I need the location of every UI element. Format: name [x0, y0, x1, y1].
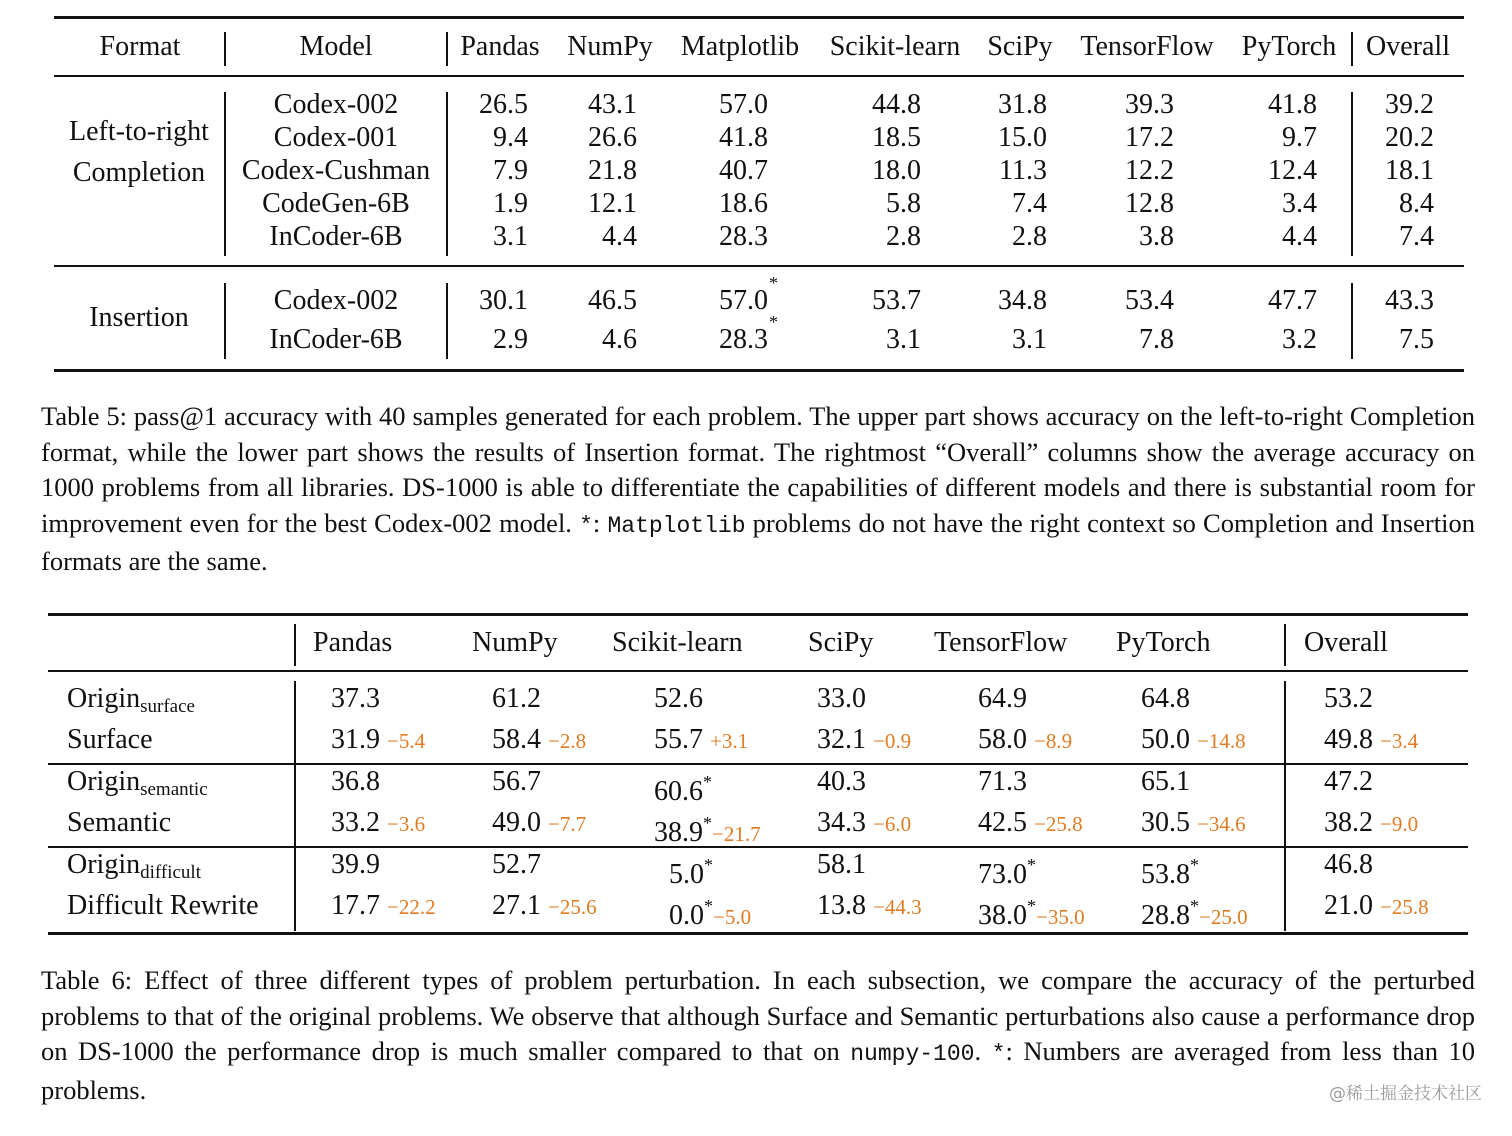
cell-number: 47.2 — [1324, 766, 1373, 797]
col-header-format: Format — [99, 31, 181, 62]
cell-value: 30.1 — [479, 285, 528, 316]
cell-value: 28.3 — [719, 221, 768, 252]
table6-vline — [294, 681, 296, 931]
col-header-matplotlib: Matplotlib — [680, 31, 800, 62]
cell-number: 64.9 — [978, 683, 1027, 714]
caption-code: Matplotlib — [607, 512, 746, 539]
cell-value: 3.8 — [1139, 221, 1174, 252]
cell-number: 64.8 — [1141, 683, 1190, 714]
table6-top-rule — [48, 613, 1468, 616]
cell-number: 37.3 — [331, 683, 380, 714]
cell-value — [1141, 766, 1190, 798]
table6-vline — [1284, 681, 1286, 931]
group-label-completion: Completion — [72, 157, 206, 188]
col-header-overall: Overall — [1366, 31, 1450, 62]
cell-value — [1141, 890, 1248, 933]
cell-value — [492, 724, 586, 757]
cell-value: 5.8 — [886, 188, 921, 219]
delta-value: −5.0 — [713, 905, 752, 929]
caption-code: * — [991, 1041, 1006, 1067]
overall-value: 8.4 — [1399, 188, 1434, 219]
col-header-overall: Overall — [1304, 627, 1388, 658]
cell-number: 65.1 — [1141, 766, 1190, 797]
cell-value: 28.3 — [719, 324, 768, 355]
cell-value: 1.9 — [493, 188, 528, 219]
cell-value — [978, 849, 1036, 891]
cell-value: 43.1 — [588, 89, 637, 120]
col-header-tensorflow: TensorFlow — [934, 627, 1068, 658]
delta-value: −25.8 — [1034, 812, 1083, 836]
cell-number: 34.3 — [817, 807, 866, 838]
cell-value — [1324, 807, 1418, 840]
delta-value: −44.3 — [873, 895, 922, 919]
row-label-text: Difficult Rewrite — [67, 890, 259, 921]
cell-value: 57.0 — [719, 285, 768, 316]
cell-value: 3.2 — [1282, 324, 1317, 355]
cell-value: 9.7 — [1282, 122, 1317, 153]
table5-top-rule — [54, 16, 1464, 19]
cell-number: 38.9 — [654, 817, 703, 848]
table5-vline — [446, 32, 448, 66]
row-label-subscript: difficult — [140, 862, 201, 883]
cell-value: 39.3 — [1125, 89, 1174, 120]
cell-value: 11.3 — [999, 155, 1047, 186]
delta-value: −2.8 — [548, 729, 587, 753]
delta-value: −3.4 — [1380, 729, 1419, 753]
row-label-subscript: surface — [140, 696, 195, 717]
cell-value: 12.4 — [1268, 155, 1317, 186]
col-header-numpy: NumPy — [567, 31, 653, 62]
cell-value: 3.1 — [886, 324, 921, 355]
table6-group-rule — [48, 763, 1468, 765]
cell-value — [331, 766, 380, 798]
caption-code: numpy-100 — [850, 1041, 975, 1067]
delta-value: −5.4 — [387, 729, 426, 753]
watermark: @稀土掘金技术社区 — [1329, 1084, 1482, 1104]
cell-value — [1324, 683, 1373, 715]
table5-vline — [224, 92, 226, 256]
row-label — [67, 890, 259, 922]
caption-text: Table 5: pass@1 accuracy with 40 samples generated for each problem. The upper part shows accuracy on the left-to-right Completion format, while the lower part shows the results of Insertion format. The rightmost “Overall” columns show the average accuracy on 1000 problems from all libraries. DS-1000 is able to differentiate the capabilities of different models and there is substantial room for improvement even for the best Codex-002 model. — [41, 401, 1475, 538]
cell-value: 7.8 — [1139, 324, 1174, 355]
caption-text: : — [592, 507, 608, 538]
row-label — [67, 766, 208, 806]
cell-value — [331, 849, 380, 881]
cell-number: 17.7 — [331, 890, 380, 921]
cell-value — [331, 683, 380, 715]
cell-value: 53.4 — [1125, 285, 1174, 316]
cell-value — [978, 890, 1085, 933]
cell-value: 53.7 — [872, 285, 921, 316]
cell-value: 7.9 — [493, 155, 528, 186]
cell-value — [654, 683, 703, 715]
row-label-text: Surface — [67, 724, 153, 755]
delta-value: −8.9 — [1034, 729, 1073, 753]
delta-value: −21.7 — [712, 822, 761, 846]
col-header-pytorch: PyTorch — [1241, 31, 1337, 62]
footnote-star: * — [1190, 896, 1199, 916]
cell-value: 41.8 — [1268, 89, 1317, 120]
cell-value — [654, 724, 748, 757]
table6-bottom-rule — [48, 932, 1468, 935]
cell-number: 31.9 — [331, 724, 380, 755]
cell-value — [492, 890, 597, 923]
model-name: Codex-001 — [273, 122, 399, 153]
cell-number: 71.3 — [978, 766, 1027, 797]
cell-value — [978, 683, 1027, 715]
delta-value: −34.6 — [1197, 812, 1246, 836]
row-label-text: Origin — [67, 766, 141, 797]
cell-value — [817, 724, 911, 757]
cell-value — [331, 890, 436, 923]
cell-value: 47.7 — [1268, 285, 1317, 316]
cell-value — [1324, 849, 1373, 881]
cell-number: 33.0 — [817, 683, 866, 714]
cell-value: 17.2 — [1125, 122, 1174, 153]
model-name: Codex-002 — [273, 285, 399, 316]
cell-number: 61.2 — [492, 683, 541, 714]
cell-value — [669, 849, 713, 891]
model-name: InCoder-6B — [269, 221, 403, 252]
row-label-text: Origin — [67, 683, 141, 714]
cell-number: 38.2 — [1324, 807, 1373, 838]
table6-caption — [41, 963, 1475, 1108]
cell-value — [331, 724, 425, 757]
row-label — [67, 849, 201, 889]
cell-number: 46.8 — [1324, 849, 1373, 880]
table5-vline — [224, 283, 226, 359]
cell-value — [1324, 724, 1418, 757]
row-label — [67, 807, 171, 839]
delta-value: −3.6 — [387, 812, 426, 836]
row-label-text: Origin — [67, 849, 141, 880]
row-label — [67, 724, 153, 756]
delta-value: −14.8 — [1197, 729, 1246, 753]
cell-number: 52.7 — [492, 849, 541, 880]
delta-value: +3.1 — [710, 729, 749, 753]
cell-value: 4.4 — [1282, 221, 1317, 252]
cell-number: 36.8 — [331, 766, 380, 797]
cell-value: 12.2 — [1125, 155, 1174, 186]
cell-number: 53.2 — [1324, 683, 1373, 714]
table5-bottom-rule — [54, 369, 1464, 372]
overall-value: 7.5 — [1399, 324, 1434, 355]
cell-value — [817, 890, 922, 923]
col-header-model: Model — [299, 31, 373, 62]
cell-number: 58.0 — [978, 724, 1027, 755]
table6-vline — [294, 624, 296, 666]
caption-text: : Numbers are averaged from less than 10 problems. — [41, 1036, 1475, 1105]
cell-value: 34.8 — [998, 285, 1047, 316]
cell-value — [492, 766, 541, 798]
cell-value: 9.4 — [493, 122, 528, 153]
cell-number: 49.8 — [1324, 724, 1373, 755]
cell-number: 53.8 — [1141, 859, 1190, 890]
cell-number: 40.3 — [817, 766, 866, 797]
cell-number: 52.6 — [654, 683, 703, 714]
col-header-pandas: Pandas — [313, 627, 393, 658]
cell-value: 3.1 — [1012, 324, 1047, 355]
group-label-insertion: Insertion — [89, 302, 189, 333]
cell-value — [492, 683, 541, 715]
col-header-tensorflow: TensorFlow — [1080, 31, 1214, 62]
cell-value — [654, 807, 761, 850]
footnote-star: * — [704, 896, 713, 916]
row-label — [67, 683, 195, 723]
cell-value: 18.6 — [719, 188, 768, 219]
cell-value — [492, 807, 586, 840]
col-header-pandas: Pandas — [460, 31, 540, 62]
cell-value: 4.4 — [602, 221, 637, 252]
overall-value: 18.1 — [1385, 155, 1434, 186]
cell-value: 3.4 — [1282, 188, 1317, 219]
delta-value: −22.2 — [387, 895, 436, 919]
col-header-sklearn: Scikit-learn — [829, 31, 961, 62]
cell-value — [978, 807, 1083, 840]
cell-value — [1141, 724, 1246, 757]
cell-value — [817, 766, 866, 798]
model-name: Codex-Cushman — [241, 155, 431, 186]
cell-value — [978, 724, 1072, 757]
cell-number: 13.8 — [817, 890, 866, 921]
cell-number: 27.1 — [492, 890, 541, 921]
delta-value: −9.0 — [1380, 812, 1419, 836]
cell-value: 2.8 — [886, 221, 921, 252]
col-header-sklearn: Scikit-learn — [612, 627, 743, 658]
model-name: CodeGen-6B — [262, 188, 410, 219]
cell-value: 4.6 — [602, 324, 637, 355]
cell-value: 18.0 — [872, 155, 921, 186]
cell-value: 3.1 — [493, 221, 528, 252]
col-header-scipy: SciPy — [808, 627, 874, 658]
delta-value: −7.7 — [548, 812, 587, 836]
footnote-star: * — [704, 855, 713, 875]
model-name: InCoder-6B — [269, 324, 403, 355]
cell-value — [669, 890, 751, 933]
row-label-text: Semantic — [67, 807, 172, 838]
cell-value: 15.0 — [998, 122, 1047, 153]
cell-number: 58.4 — [492, 724, 541, 755]
cell-value: 31.8 — [998, 89, 1047, 120]
table5-caption — [41, 399, 1475, 580]
cell-number: 21.0 — [1324, 890, 1373, 921]
delta-value: −6.0 — [873, 812, 912, 836]
overall-value: 20.2 — [1385, 122, 1434, 153]
cell-number: 58.1 — [817, 849, 866, 880]
cell-value — [331, 807, 425, 840]
overall-value: 43.3 — [1385, 285, 1434, 316]
cell-number: 73.0 — [978, 859, 1027, 890]
table6-header-rule — [48, 670, 1468, 672]
footnote-star: * — [1027, 896, 1036, 916]
col-header-scipy: SciPy — [987, 31, 1053, 62]
cell-number: 55.7 — [654, 724, 703, 755]
caption-code: * — [579, 512, 593, 539]
table5-vline — [224, 32, 226, 66]
col-header-numpy: NumPy — [472, 627, 558, 658]
footnote-star: * — [1190, 855, 1199, 875]
caption-text: problems do not have the right context so Completion and Insertion formats are the same. — [41, 507, 1475, 576]
cell-value: 7.4 — [1012, 188, 1047, 219]
cell-value: 46.5 — [588, 285, 637, 316]
cell-number: 38.0 — [978, 900, 1027, 931]
cell-value: 41.8 — [719, 122, 768, 153]
cell-value: 57.0 — [719, 89, 768, 120]
cell-value — [1324, 766, 1373, 798]
cell-number: 32.1 — [817, 724, 866, 755]
cell-value: 26.6 — [588, 122, 637, 153]
caption-text: . — [974, 1036, 992, 1066]
table5-vline — [1351, 32, 1353, 66]
delta-value: −25.6 — [548, 895, 597, 919]
cell-number: 28.8 — [1141, 900, 1190, 931]
cell-number: 39.9 — [331, 849, 380, 880]
model-name: Codex-002 — [273, 89, 399, 120]
cell-number: 56.7 — [492, 766, 541, 797]
table5-header-rule — [54, 75, 1464, 77]
footnote-star: * — [769, 312, 778, 332]
delta-value: −25.8 — [1380, 895, 1429, 919]
table6-vline — [1284, 624, 1286, 666]
cell-value — [1324, 890, 1429, 923]
cell-number: 33.2 — [331, 807, 380, 838]
footnote-star: * — [703, 813, 712, 833]
cell-number: 30.5 — [1141, 807, 1190, 838]
cell-value: 12.1 — [588, 188, 637, 219]
col-header-pytorch: PyTorch — [1116, 627, 1211, 658]
table5-mid-rule — [54, 265, 1464, 267]
cell-value: 2.8 — [1012, 221, 1047, 252]
cell-value: 2.9 — [493, 324, 528, 355]
cell-value: 26.5 — [479, 89, 528, 120]
footnote-star: * — [1027, 855, 1036, 875]
cell-value — [817, 807, 911, 840]
overall-value: 39.2 — [1385, 89, 1434, 120]
cell-number: 5.0 — [669, 859, 704, 890]
cell-value — [817, 849, 866, 881]
cell-value — [978, 766, 1027, 798]
cell-number: 60.6 — [654, 776, 703, 807]
cell-value: 40.7 — [719, 155, 768, 186]
cell-number: 0.0 — [669, 900, 704, 931]
cell-value — [1141, 807, 1246, 840]
cell-value — [654, 766, 712, 808]
cell-number: 49.0 — [492, 807, 541, 838]
footnote-star: * — [703, 772, 712, 792]
footnote-star: * — [769, 273, 778, 293]
cell-value: 12.8 — [1125, 188, 1174, 219]
cell-value: 44.8 — [872, 89, 921, 120]
cell-value — [1141, 849, 1199, 891]
cell-value — [492, 849, 541, 881]
cell-value — [1141, 683, 1190, 715]
cell-value — [817, 683, 866, 715]
overall-value: 7.4 — [1399, 221, 1434, 252]
group-label-left-to-right: Left-to-right — [69, 116, 209, 147]
cell-value: 21.8 — [588, 155, 637, 186]
cell-value: 18.5 — [872, 122, 921, 153]
delta-value: −0.9 — [873, 729, 912, 753]
delta-value: −25.0 — [1199, 905, 1248, 929]
cell-number: 42.5 — [978, 807, 1027, 838]
caption-text: Table 6: Effect of three different types of problem perturbation. In each subsection, we compare the accuracy of the perturbed problems to that of the original problems. We observe that although Surface and Semantic perturbations also cause a performance drop on DS-1000 the performance drop is much smaller compared to that on — [41, 965, 1475, 1066]
row-label-subscript: semantic — [140, 779, 208, 800]
cell-number: 50.0 — [1141, 724, 1190, 755]
delta-value: −35.0 — [1036, 905, 1085, 929]
